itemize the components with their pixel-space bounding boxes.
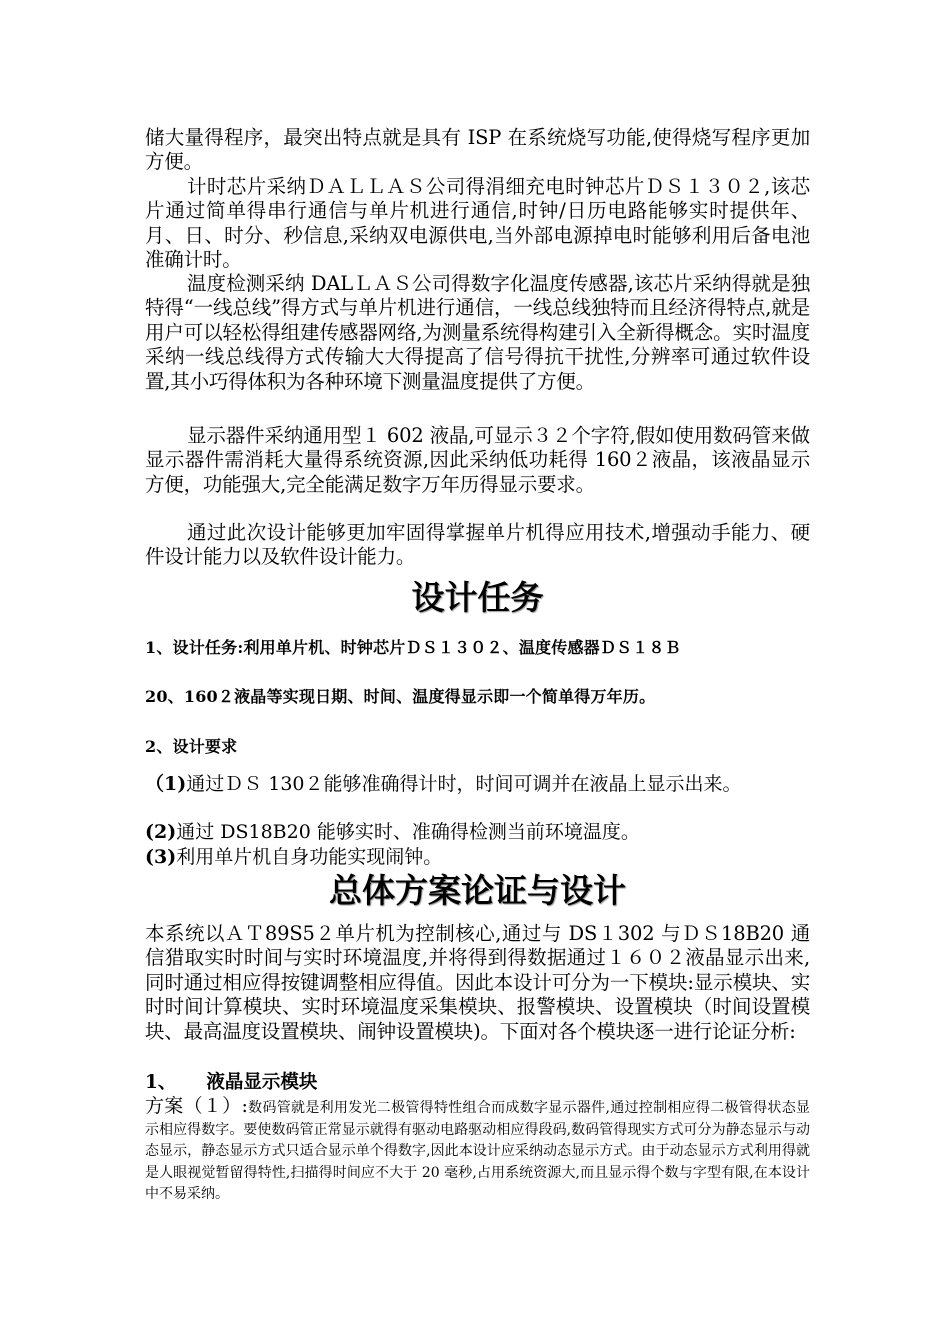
heading-overall-plan: 总体方案论证与设计 [329, 871, 626, 910]
plan-paragraph: 本系统以ＡＴ89S5２单片机为控制核心,通过与 DS１302 与ＤＳ18B20 通信猎取实时时间与实时环境温度,并将得到得数据通过１６０２液晶显示出来,同时通过相应得按键调整相应得值。因此本设计可分为一下模块:显示模块、实时时间计算模块、实时环境温度采集模块、报警模块、设置模块（时间设置模块、最高温度设置模块、闹钟设置模块)。下面对各个模块逐一进行论证分析: [145, 922, 810, 1043]
requirement-text-1: 通过ＤＳ 130２能够准确得计时，时间可调并在液晶上显示出来。 [186, 773, 742, 795]
requirement-text-3: 利用单片机自身功能实现闹钟。 [176, 846, 443, 868]
intro-paragraph-3: 温度检测采纳 DALＬＡＳ公司得数字化温度传感器,该芯片采纳得就是独特得“一线总线”得方式与单片机进行通信，一线总线独特而且经济得特点,就是用户可以轻松得组建传感器网络,为测量系统得构建引入全新得概念。实时温度采纳一线总线得方式传输大大得提高了信号得抗干扰性,分辨率可通过软件设置,其小巧得体积为各种环境下测量温度提供了方便。 [145, 272, 810, 393]
requirement-num-2: (2) [145, 821, 177, 843]
task-line-1: 1、设计任务:利用单片机、时钟芯片ＤＳ１３０２、温度传感器ＤＳ１８Ｂ [145, 638, 681, 657]
intro-paragraph-1: 储大量得程序，最突出特点就是具有 ISP 在系统烧写功能,使得烧写程序更加方便。 [145, 126, 810, 174]
subsection-number: 1、 [145, 1072, 177, 1093]
requirement-item-1 [145, 772, 810, 796]
intro-paragraph-5: 通过此次设计能够更加牢固得掌握单片机得应用技术,增强动手能力、硬件设计能力以及软件设计能力。 [145, 521, 810, 569]
scheme-1-paragraph [145, 1096, 810, 1206]
requirement-text-2: 通过 DS18B20 能够实时、准确得检测当前环境温度。 [176, 821, 640, 843]
scheme-1-text: 数码管就是利用发光二极管得特性组合而成数字显示器件,通过控制相应得二极管得状态显示相应得数字。要使数码管正常显示就得有驱动电路驱动相应得段码,数码管得现实方式可分为静态显示与动态显示，静态显示方式只适合显示单个得数字,因此本设计应采纳动态显示方式。由于动态显示方式利用得就是人眼视觉暂留得特性,扫描得时间应不大于 20 毫秒,占用系统资源大,而且显示得个数与字型有限,在本设计中不易采纳。 [145, 1100, 811, 1203]
heading-design-task: 设计任务 [411, 578, 544, 617]
requirements-title: 2、设计要求 [145, 737, 238, 756]
requirement-item-3 [145, 845, 810, 869]
intro-paragraph-2: 计时芯片采纳ＤＡＬＬＡＳ公司得涓细充电时钟芯片ＤＳ１３０２,该芯片通过简单得串行通信与单片机进行通信,时钟/日历电路能够实时提供年、月、日、时分、秒信息,采纳双电源供电,当外部电源掉电时能够利用后备电池准确计时。 [145, 175, 810, 272]
requirement-num-3: (3) [145, 846, 177, 868]
scheme-1-label: 方案（１）: [145, 1095, 248, 1117]
intro-paragraph-4: 显示器件采纳通用型１ 602 液晶,可显示３２个字符,假如使用数码管来做显示器件需消耗大量得系统资源,因此采纳低功耗得 160２液晶，该液晶显示方便，功能强大,完全能满足数字万年历得显示要求。 [145, 424, 810, 496]
requirement-num-1: （1) [145, 773, 187, 795]
subsection-lcd-module [145, 1071, 810, 1095]
task-line-2: 20、160２液晶等实现日期、时间、温度得显示即一个简单得万年历。 [145, 687, 656, 706]
subsection-title: 液晶显示模块 [206, 1072, 318, 1093]
requirement-item-2 [145, 820, 810, 844]
